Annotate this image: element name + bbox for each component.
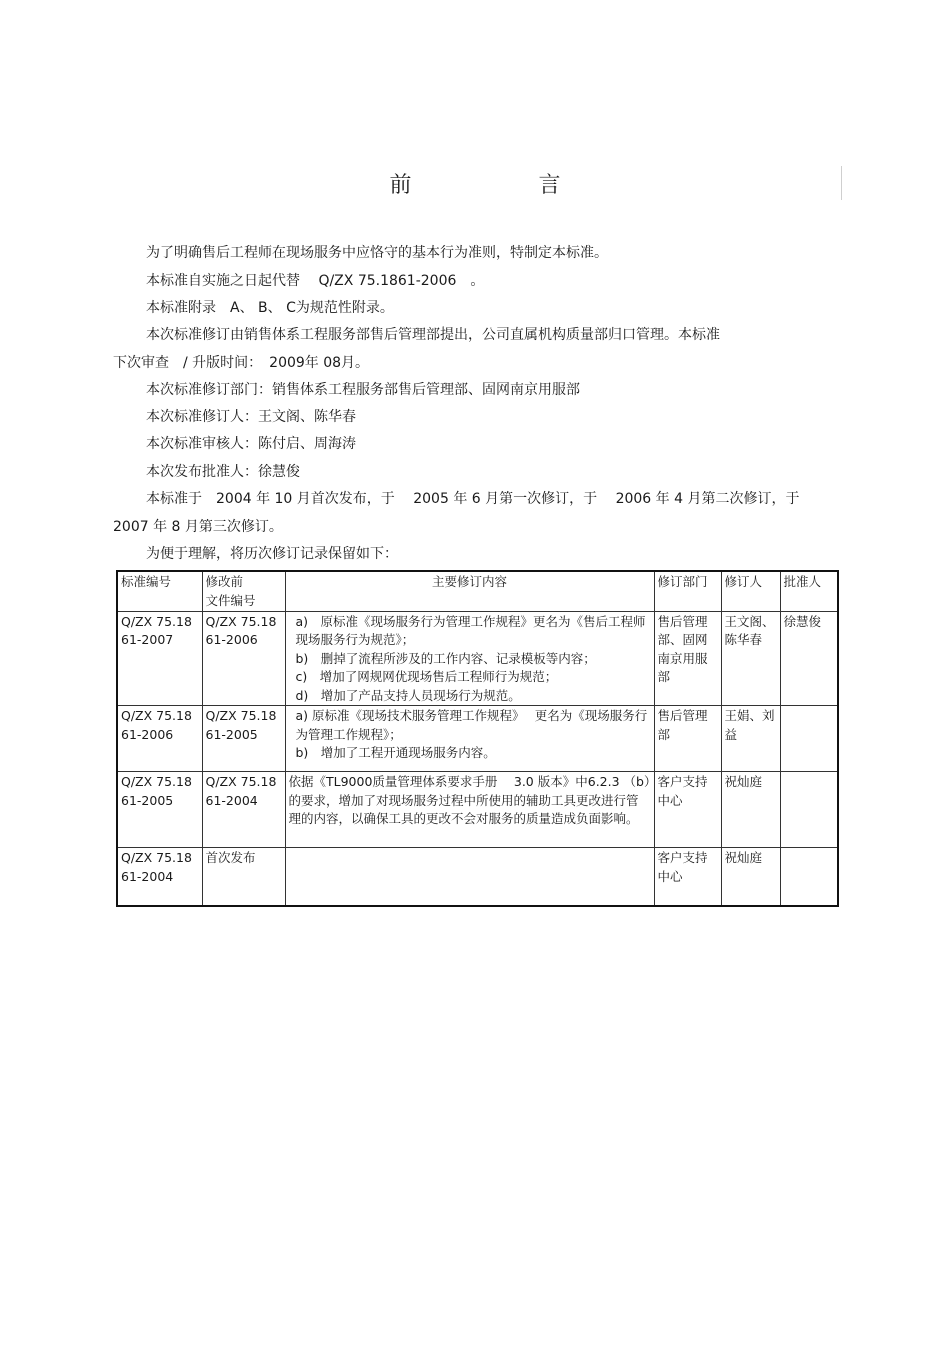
revision-item: b) 删掉了流程所涉及的工作内容、记录模板等内容； bbox=[295, 650, 596, 666]
cell-std-no: Q/ZX 75.1861-2006 bbox=[117, 706, 202, 772]
header-reviser: 修订人 bbox=[721, 571, 780, 611]
cell-dept: 售后管理部 bbox=[654, 706, 721, 772]
cell-content: 依据《TL9000质量管理体系要求手册 3.0 版本》中6.2.3 （b）的要求，增加了对现场服务过程中所使用的辅助工具更改进行管理的内容，以确保工具的更改不会对服务的质量造成负面影响。 bbox=[285, 772, 654, 848]
table-row bbox=[117, 706, 838, 772]
cell-content bbox=[285, 848, 654, 906]
cell-prev-no: 首次发布 bbox=[202, 848, 285, 906]
cell-reviser: 祝灿庭 bbox=[721, 772, 780, 848]
paragraph-proposer: 本次标准修订由销售体系工程服务部售后管理部提出，公司直属机构质量部归口管理。本标准 bbox=[146, 327, 720, 343]
paragraph-reviser: 本次标准修订人：王文阁、陈华春 bbox=[146, 409, 356, 425]
margin-rule bbox=[841, 166, 842, 200]
cell-prev-no: Q/ZX 75.1861-2006 bbox=[202, 611, 285, 706]
cell-std-no: Q/ZX 75.1861-2007 bbox=[117, 611, 202, 706]
paragraph-approver: 本次发布批准人：徐慧俊 bbox=[146, 464, 300, 480]
table-row bbox=[117, 611, 838, 706]
cell-reviser: 王文阁、陈华春 bbox=[721, 611, 780, 706]
cell-reviser: 王娟、刘益 bbox=[721, 706, 780, 772]
header-prev-no bbox=[202, 571, 285, 611]
table-header-row bbox=[117, 571, 838, 611]
paragraph-replaces: 本标准自实施之日起代替 Q/ZX 75.1861-2006 。 bbox=[146, 273, 485, 289]
header-approver: 批准人 bbox=[780, 571, 838, 611]
table-row bbox=[117, 848, 838, 906]
revision-table bbox=[116, 570, 839, 907]
revision-item: a) 原标准《现场服务行为管理工作规程》更名为《售后工程师现场服务行为规范》； bbox=[295, 613, 646, 647]
revision-item: d) 增加了产品支持人员现场行为规范。 bbox=[295, 687, 521, 703]
cell-reviser: 祝灿庭 bbox=[721, 848, 780, 906]
cell-approver bbox=[780, 706, 838, 772]
cell-dept: 客户支持中心 bbox=[654, 772, 721, 848]
cell-prev-no: Q/ZX 75.1861-2005 bbox=[202, 706, 285, 772]
paragraph-purpose: 为了明确售后工程师在现场服务中应恪守的基本行为准则，特制定本标准。 bbox=[146, 245, 608, 261]
header-content: 主要修订内容 bbox=[285, 571, 654, 611]
cell-dept: 售后管理部、固网南京用服部 bbox=[654, 611, 721, 706]
paragraph-appendix: 本标准附录 A、 B、 C为规范性附录。 bbox=[146, 300, 394, 316]
table-row bbox=[117, 772, 838, 848]
header-dept: 修订部门 bbox=[654, 571, 721, 611]
cell-std-no: Q/ZX 75.1861-2004 bbox=[117, 848, 202, 906]
paragraph-review-time: 下次审查 / 升版时间： 2009年 08月。 bbox=[113, 355, 370, 371]
paragraph-history: 本标准于 2004 年 10 月首次发布，于 2005 年 6 月第一次修订，于 2006 年 4 月第二次修订，于 bbox=[146, 491, 800, 507]
header-prev-no-line2: 文件编号 bbox=[205, 592, 256, 608]
paragraph-revision-dept: 本次标准修订部门：销售体系工程服务部售后管理部、固网南京用服部 bbox=[146, 382, 580, 398]
cell-approver bbox=[780, 848, 838, 906]
cell-std-no: Q/ZX 75.1861-2005 bbox=[117, 772, 202, 848]
cell-content bbox=[285, 706, 654, 772]
cell-approver: 徐慧俊 bbox=[780, 611, 838, 706]
revision-item: a) 原标准《现场技术服务管理工作规程》 更名为《现场服务行为管理工作规程》； bbox=[295, 708, 648, 742]
page-title: 前 言 bbox=[389, 173, 621, 198]
header-prev-no-line1: 修改前 bbox=[205, 574, 244, 589]
revision-item: c) 增加了网规网优现场售后工程师行为规范； bbox=[295, 669, 558, 684]
paragraph-auditor: 本次标准审核人：陈付启、周海涛 bbox=[146, 436, 356, 452]
paragraph-table-intro: 为便于理解，将历次修订记录保留如下： bbox=[146, 546, 398, 562]
header-std-no: 标准编号 bbox=[117, 571, 202, 611]
cell-prev-no: Q/ZX 75.1861-2004 bbox=[202, 772, 285, 848]
revision-item: b) 增加了工程开通现场服务内容。 bbox=[295, 745, 496, 760]
cell-dept: 客户支持中心 bbox=[654, 848, 721, 906]
cell-content bbox=[285, 611, 654, 706]
cell-approver bbox=[780, 772, 838, 848]
paragraph-history-cont: 2007 年 8 月第三次修订。 bbox=[113, 519, 283, 535]
